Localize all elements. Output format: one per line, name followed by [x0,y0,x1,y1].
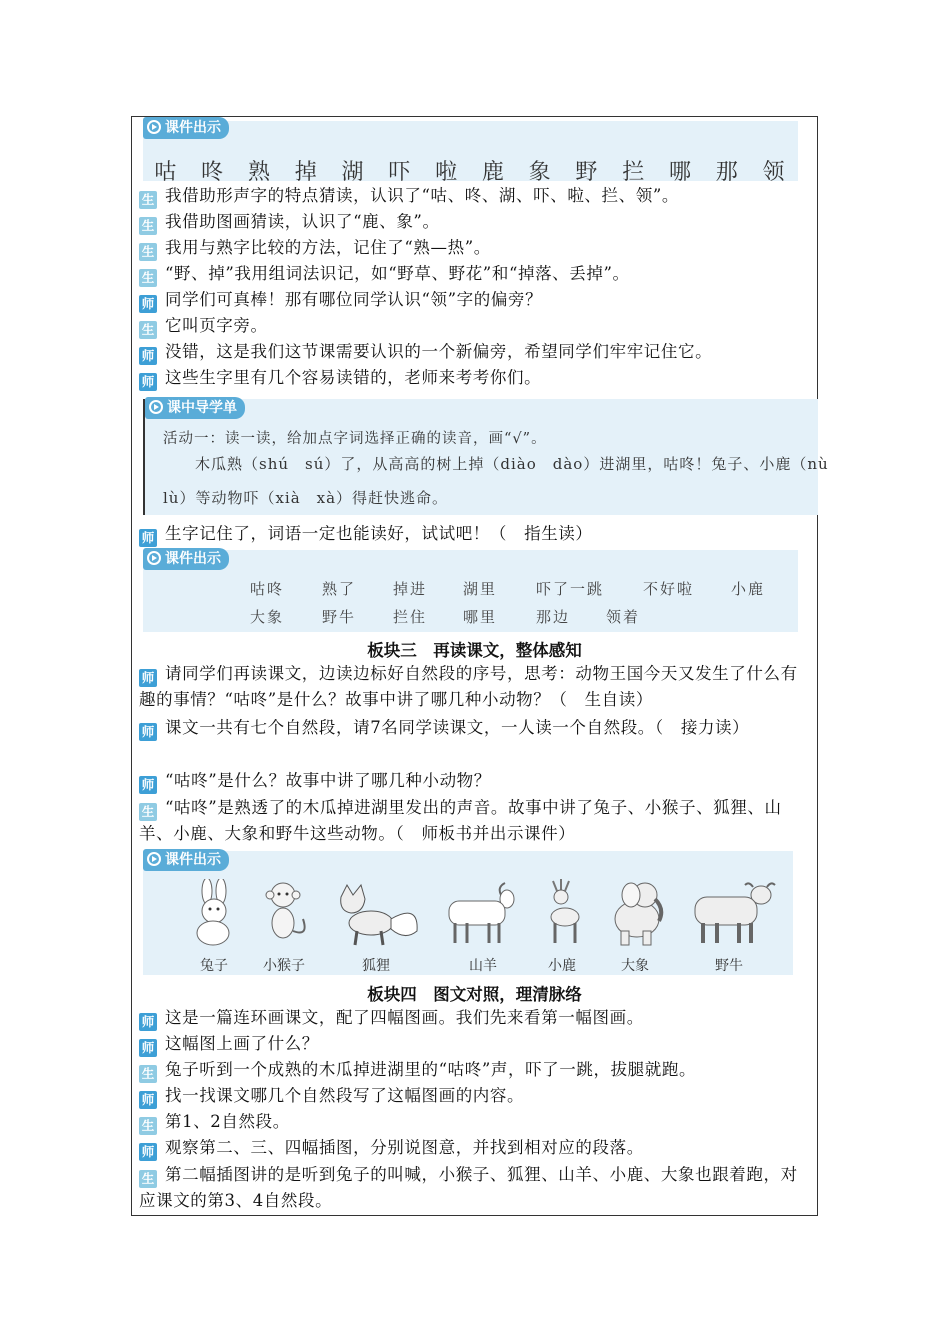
dialogue-line: 师 请同学们再读课文，边读边标好自然段的序号，思考：动物王国今天又发生了什么有趣的事情？“咕咚”是什么？故事中讲了哪几种小动物？（ 生自读） [139,664,798,709]
dialogue-line: 生 第二幅插图讲的是听到兔子的叫喊，小猴子、狐狸、山羊、小鹿、大象也跟着跑，对应课文的第3、4自然段。 [139,1165,798,1210]
student-tag: 生 [139,1170,157,1188]
guide-badge: 课中导学单 [145,397,245,419]
courseware-badge: 课件出示 [143,548,229,570]
student-tag: 生 [139,1065,157,1083]
dialogue-line: 师 生字记住了，词语一定也能读好，试试吧！（ 指生读） [139,522,809,547]
play-icon [147,120,161,134]
student-tag: 生 [139,217,157,235]
animal-label: 山羊 [469,958,497,974]
courseware-panel-animals [143,851,793,975]
char: 掉 [294,160,319,185]
elephant-illustration [607,877,667,947]
play-icon [147,852,161,866]
animal-label: 狐狸 [362,958,390,974]
word: 咕咚 [250,580,285,598]
teacher-tag: 师 [139,776,157,794]
play-icon [149,400,163,414]
dialogue-line: 师 这幅图上画了什么？ [139,1032,809,1057]
deer-illustration [539,877,589,947]
dialogue-line: 师 找一找课文哪几个自然段写了这幅图画的内容。 [139,1084,809,1109]
section-3-heading: 板块三 再读课文，整体感知 [367,641,582,660]
courseware-panel-words [143,550,798,632]
animal-label: 野牛 [715,958,743,974]
dialogue-line: 生 它叫页字旁。 [139,314,809,339]
char: 哪 [668,160,693,185]
teacher-tag: 师 [139,669,157,687]
char: 咚 [201,160,226,185]
animal-label: 小鹿 [548,958,576,974]
char: 拦 [622,160,647,185]
goat-illustration [439,879,523,947]
dialogue-line: 师 观察第二、三、四幅插图，分别说图意，并找到相对应的段落。 [139,1136,809,1161]
word: 哪里 [463,608,498,626]
char: 咕 [154,160,179,185]
word: 吓了一跳 [536,580,605,598]
dialogue-line: 师 同学们可真棒！那有哪位同学认识“领”字的偏旁？ [139,288,809,313]
char: 鹿 [481,160,506,185]
bison-illustration [683,879,779,947]
char: 那 [715,160,740,185]
char: 湖 [341,160,366,185]
word: 掉进 [393,580,428,598]
guide-panel [143,399,829,515]
word: 野牛 [322,608,357,626]
word: 拦住 [393,608,428,626]
teacher-tag: 师 [139,723,157,741]
student-tag: 生 [139,269,157,287]
animal-label: 大象 [621,958,649,974]
teacher-tag: 师 [139,295,157,313]
fox-illustration [333,883,423,947]
student-tag: 生 [139,1117,157,1135]
teacher-tag: 师 [139,373,157,391]
section-4-heading: 板块四 图文对照，理清脉络 [367,985,582,1004]
courseware-badge: 课件出示 [143,849,229,871]
dialogue-line: 师 课文一共有七个自然段，请7名同学读课文，一人读一个自然段。（ 接力读） [139,715,809,741]
monkey-illustration [255,879,311,947]
word: 小鹿 [731,580,766,598]
char: 野 [575,160,600,185]
char: 吓 [388,160,413,185]
char: 啦 [435,160,460,185]
student-tag: 生 [139,191,157,209]
dialogue-line: 师 “咕咚”是什么？故事中讲了哪几种小动物？ [139,769,809,794]
teacher-tag: 师 [139,1013,157,1031]
teacher-tag: 师 [139,1091,157,1109]
char: 熟 [247,160,272,185]
teacher-tag: 师 [139,1039,157,1057]
dialogue-line: 生 第1、2自然段。 [139,1110,809,1135]
dialogue-line: 生 我借助图画猜读，认识了“鹿、象”。 [139,210,809,235]
activity-line-2: lù）等动物吓（xià xà）得赶快逃命。 [163,489,449,507]
char: 领 [762,160,787,185]
dialogue-line: 师 这些生字里有几个容易读错的，老师来考考你们。 [139,366,809,391]
courseware-panel-new-chars [143,121,798,185]
animal-label: 小猴子 [263,958,305,974]
dialogue-line: 师 没错，这是我们这节课需要认识的一个新偏旁，希望同学们牢牢记住它。 [139,340,809,365]
dialogue-line: 生 我用与熟字比较的方法，记住了“熟—热”。 [139,236,809,261]
dialogue-line: 生 “野、掉”我用组词法识记，如“野草、野花”和“掉落、丢掉”。 [139,262,809,287]
student-tag: 生 [139,321,157,339]
dialogue-line: 生 兔子听到一个成熟的木瓜掉进湖里的“咕咚”声，吓了一跳，拔腿就跑。 [139,1058,809,1083]
dialogue-line: 师 这是一篇连环画课文，配了四幅图画。我们先来看第一幅图画。 [139,1006,809,1031]
student-tag: 生 [139,243,157,261]
courseware-badge: 课件出示 [143,117,229,139]
teacher-tag: 师 [139,1143,157,1161]
word: 熟了 [322,580,357,598]
word: 湖里 [463,580,498,598]
word: 领着 [606,608,641,626]
dialogue-line: 生 “咕咚”是熟透了的木瓜掉进湖里发出的声音。故事中讲了兔子、小猴子、狐狸、山羊、小鹿、大象和野牛这些动物。（ 师板书并出示课件） [139,798,782,843]
dialogue-line: 生 我借助形声字的特点猜读，认识了“咕、咚、湖、吓、啦、拦、领”。 [139,184,809,209]
word: 不好啦 [643,580,695,598]
teacher-tag: 师 [139,529,157,547]
char: 象 [528,160,553,185]
teacher-tag: 师 [139,347,157,365]
animal-label: 兔子 [200,958,228,974]
word: 那边 [536,608,571,626]
word: 大象 [250,608,285,626]
rabbit-illustration [187,879,243,947]
play-icon [147,551,161,565]
activity-title: 活动一：读一读，给加点字词选择正确的读音，画“√”。 [163,431,547,447]
new-chars-row [143,155,798,186]
student-tag: 生 [139,803,157,821]
activity-line-1: 木瓜熟（shú sú）了，从高高的树上掉（diào dào）进湖里，咕咚！兔子、小鹿（nù [195,455,829,473]
